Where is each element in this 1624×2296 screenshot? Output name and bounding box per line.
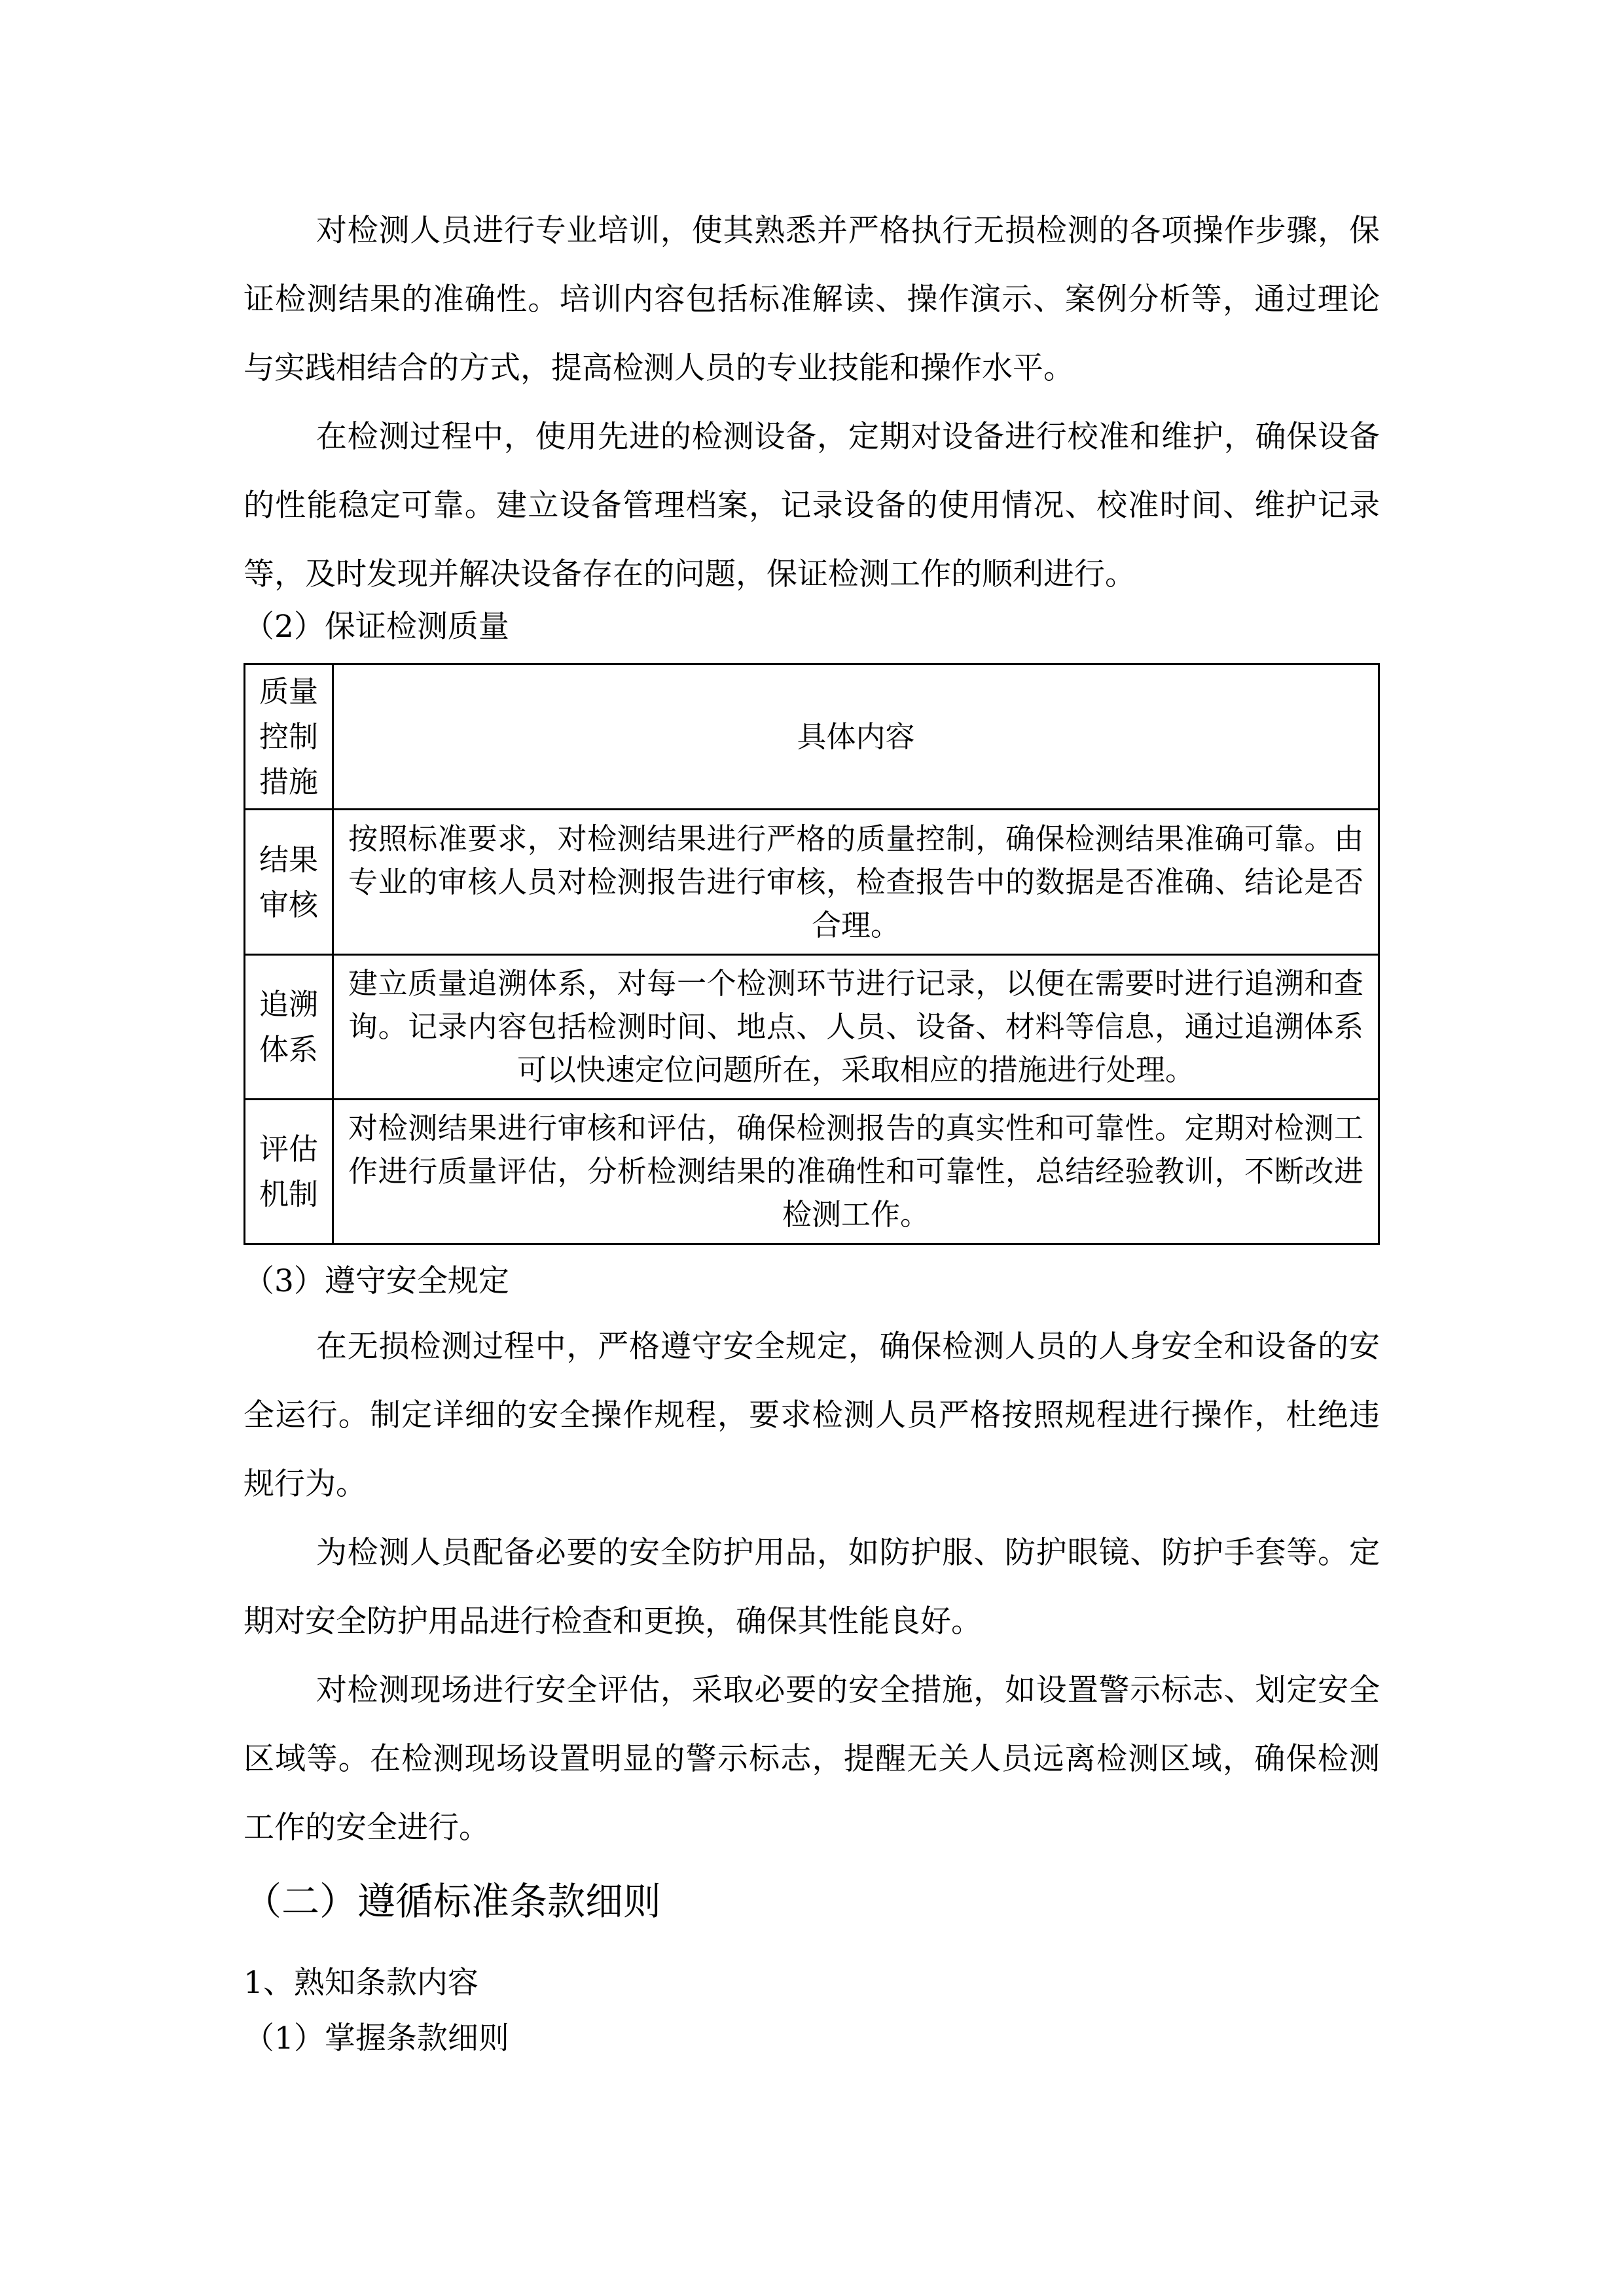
paragraph-text: 对检测现场进行安全评估，采取必要的安全措施，如设置警示标志、划定安全区域等。在检测现场设置明显的警示标志，提醒无关人员远离检测区域，确保检测工作的安全进行。 (244, 1672, 1380, 1846)
table-row (245, 1100, 1379, 1244)
row-content (333, 810, 1379, 955)
row-measure: 评估机制 (245, 1100, 333, 1244)
row-content (333, 955, 1379, 1100)
header-content: 具体内容 (333, 664, 1379, 810)
table-header-row (245, 664, 1379, 810)
row-content-text: 对检测结果进行审核和评估，确保检测报告的真实性和可靠性。定期对检测工作进行质量评估，分析检测结果的准确性和可靠性，总结经验教训，不断改进检测工作。 (348, 1111, 1363, 1232)
table-row (245, 810, 1379, 955)
table-row (245, 955, 1379, 1100)
subheading-master-clauses: （1）掌握条款细则 (244, 2020, 509, 2056)
header-measure: 质量控制措施 (245, 664, 333, 810)
heading-follow-standards: （二）遵循标准条款细则 (244, 1879, 662, 1924)
row-content-text: 按照标准要求，对检测结果进行严格的质量控制，确保检测结果准确可靠。由专业的审核人员对检测报告进行审核，检查报告中的数据是否准确、结论是否合理。 (348, 821, 1363, 942)
paragraph-equipment (244, 403, 1380, 609)
paragraph-safety-rules (244, 1312, 1380, 1518)
paragraph-site-safety (244, 1656, 1380, 1862)
paragraph-text: 在检测过程中，使用先进的检测设备，定期对设备进行校准和维护，确保设备的性能稳定可靠。建立设备管理档案，记录设备的使用情况、校准时间、维护记录等，及时发现并解决设备存在的问题，保证检测工作的顺利进行。 (244, 419, 1380, 592)
subheading-know-clauses: 1、熟知条款内容 (244, 1965, 478, 2001)
section-label-quality: （2）保证检测质量 (244, 609, 509, 645)
row-content-text: 建立质量追溯体系，对每一个检测环节进行记录，以便在需要时进行追溯和查询。记录内容包括检测时间、地点、人员、设备、材料等信息，通过追溯体系可以快速定位问题所在，采取相应的措施进行处理。 (348, 966, 1363, 1087)
paragraph-text: 在无损检测过程中，严格遵守安全规定，确保检测人员的人身安全和设备的安全运行。制定详细的安全操作规程，要求检测人员严格按照规程进行操作，杜绝违规行为。 (244, 1329, 1380, 1502)
paragraph-text: 为检测人员配备必要的安全防护用品，如防护服、防护眼镜、防护手套等。定期对安全防护用品进行检查和更换，确保其性能良好。 (244, 1535, 1380, 1640)
quality-control-table (244, 663, 1380, 1245)
row-measure: 追溯体系 (245, 955, 333, 1100)
paragraph-protective-gear (244, 1518, 1380, 1656)
section-label-safety: （3）遵守安全规定 (244, 1263, 509, 1299)
row-content (333, 1100, 1379, 1244)
row-measure: 结果审核 (245, 810, 333, 955)
paragraph-text: 对检测人员进行专业培训，使其熟悉并严格执行无损检测的各项操作步骤，保证检测结果的准确性。培训内容包括标准解读、操作演示、案例分析等，通过理论与实践相结合的方式，提高检测人员的专业技能和操作水平。 (244, 213, 1380, 386)
paragraph-training (244, 196, 1380, 403)
